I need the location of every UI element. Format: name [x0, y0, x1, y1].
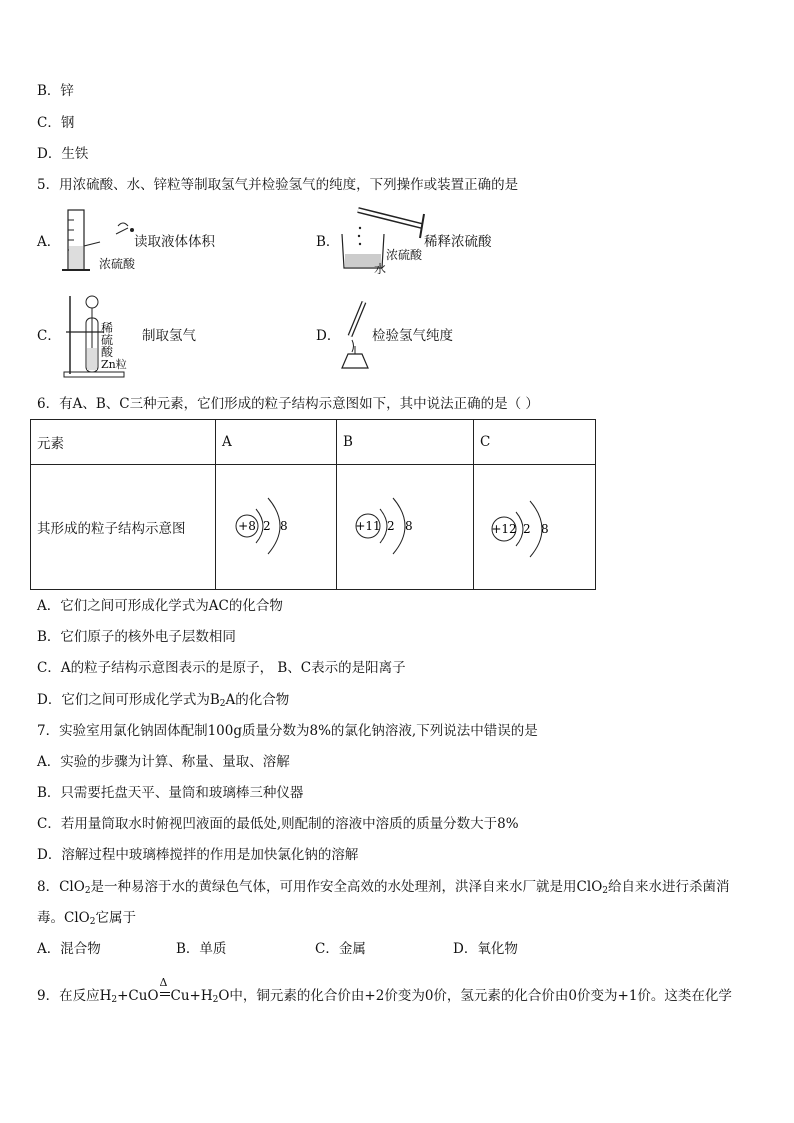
particle-cell-b — [337, 465, 474, 590]
q5-option-d-letter: D． — [316, 328, 341, 344]
q5-c-fig-label-4: Zn粒 — [101, 358, 127, 371]
q7-option-a: A．实验的步骤为计算、称量、量取、溶解 — [37, 754, 290, 770]
particle-diagram-c — [480, 485, 580, 565]
q5-stem: 5．用浓硫酸、水、锌粒等制取氢气并检验氢气的纯度，下列操作或装置正确的是 — [37, 177, 519, 193]
q8-line1-c: 给自来水进行杀菌消 — [608, 879, 730, 895]
q8-line1-a: 8．ClO — [37, 879, 85, 895]
q6-option-b: B．它们原子的核外电子层数相同 — [37, 629, 236, 645]
q9-stem — [37, 976, 732, 1009]
q8-line2-b: 它属于 — [95, 910, 136, 926]
q5-b-fig-label-water: 水 — [374, 262, 387, 276]
q6-option-d-post: A的化合物 — [225, 692, 290, 708]
table-header-b: B — [337, 420, 474, 465]
delta-symbol: Δ — [159, 976, 168, 989]
q5-option-b-caption: 稀释浓硫酸 — [424, 234, 492, 250]
q9-sub1: 2 — [111, 995, 118, 1005]
table-row-label: 其形成的粒子结构示意图 — [31, 465, 216, 590]
q5-a-fig-label: 浓硫酸 — [99, 257, 136, 271]
q4-option-d: D．生铁 — [37, 146, 89, 162]
q5-option-a-letter: A． — [37, 234, 61, 250]
q5-option-c-letter: C． — [37, 328, 61, 344]
table-header-element: 元素 — [31, 420, 216, 465]
q9-mid2: Cu+H — [170, 988, 213, 1004]
q6-option-a: A．它们之间可形成化学式为AC的化合物 — [37, 598, 283, 614]
table-header-c: C — [474, 420, 596, 465]
q6-stem: 6．有A、B、C三种元素，它们形成的粒子结构示意图如下，其中说法正确的是（ ） — [37, 396, 539, 412]
q8-line1-b: 是一种易溶于水的黄绿色气体，可用作安全高效的水处理剂，洪泽自来水厂就是用ClO — [90, 879, 603, 895]
q5-option-d-caption: 检验氢气纯度 — [372, 328, 453, 344]
q7-stem: 7．实验室用氯化钠固体配制100g质量分数为8%的氯化钠溶液,下列说法中错误的是 — [37, 723, 538, 739]
q9-pre: 9．在反应H — [37, 988, 112, 1004]
q8-stem-line-1 — [37, 878, 730, 900]
shell-label-a-2: 8 — [280, 519, 288, 533]
q8-option-c: C．金属 — [315, 941, 366, 957]
shell-label-c-2: 8 — [541, 522, 549, 536]
q5-option-b-letter: B． — [316, 234, 340, 250]
q7-option-d: D．溶解过程中玻璃棒搅拌的作用是加快氯化钠的溶解 — [37, 847, 359, 863]
q6-option-d — [37, 691, 289, 713]
q8-stem-line-2 — [37, 909, 136, 931]
q8-line1-sub2: 2 — [602, 886, 608, 896]
q8-line1-sub1: 2 — [84, 886, 91, 896]
q5-b-fig-label-acid: 浓硫酸 — [386, 248, 423, 262]
particle-diagram-a — [222, 485, 322, 565]
particle-cell-c — [474, 465, 596, 590]
q8-line2-a: 毒。ClO — [37, 910, 90, 926]
shell-label-b-2: 8 — [405, 519, 413, 533]
element-table — [30, 419, 596, 590]
q4-option-c: C．钢 — [37, 115, 75, 131]
particle-cell-a — [216, 465, 337, 590]
q6-option-d-pre: D．它们之间可形成化学式为B — [37, 692, 220, 708]
q8-option-a: A．混合物 — [37, 941, 101, 957]
nucleus-label-c: +12 — [491, 522, 517, 536]
q5-option-c-caption: 制取氢气 — [142, 328, 196, 344]
q6-option-c: C．A的粒子结构示意图表示的是原子， B、C表示的是阳离子 — [37, 660, 406, 676]
q9-sub2: 2 — [212, 995, 219, 1005]
q6-option-d-sub: 2 — [219, 699, 226, 709]
heating-condition-mark — [159, 976, 171, 1005]
particle-diagram-b — [343, 485, 453, 565]
q5-option-a-caption: 读取液体体积 — [134, 234, 215, 250]
q9-post: O中，铜元素的化合价由+2价变为0价，氢元素的化合价由0价变为+1价。这类在化学 — [218, 988, 732, 1004]
q7-option-c: C．若用量筒取水时俯视凹液面的最低处,则配制的溶液中溶质的质量分数大于8% — [37, 816, 519, 832]
q5-c-fig-label-1: 稀 — [101, 321, 114, 335]
shell-label-b-1: 2 — [387, 519, 395, 533]
q8-option-b: B．单质 — [176, 941, 227, 957]
table-header-a: A — [216, 420, 337, 465]
q8-line2-sub: 2 — [89, 917, 96, 927]
q9-mid1: +CuO — [117, 988, 159, 1004]
q8-option-d: D．氧化物 — [453, 941, 518, 957]
q7-option-b: B．只需要托盘天平、量筒和玻璃棒三种仪器 — [37, 785, 304, 801]
shell-label-c-1: 2 — [523, 522, 531, 536]
nucleus-label-a: +8 — [238, 519, 256, 533]
q5-c-fig-label-2: 硫 — [101, 333, 114, 347]
shell-label-a-1: 2 — [263, 519, 271, 533]
nucleus-label-b: +11 — [355, 519, 381, 533]
q4-option-b: B．锌 — [37, 83, 74, 99]
alcohol-lamp-test-figure — [338, 298, 372, 376]
q5-c-fig-label-3: 酸 — [101, 345, 114, 359]
